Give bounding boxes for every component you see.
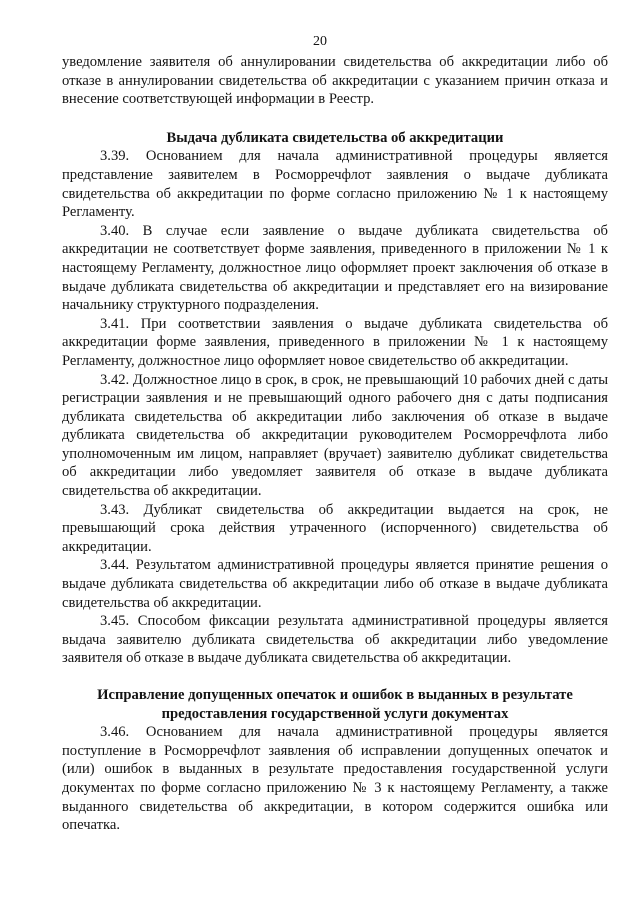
paragraph-3-40: 3.40. В случае если заявление о выдаче дубликата свидетельства об аккредитации не соответствует форме заявления, приведенного в приложении № 1 к настоящему Регламенту, должностное лицо оформляет проект заключения об отказе в выдаче дубликата свидетельства об аккредитации и представляет его на визирование начальнику структурного подразделения. xyxy=(62,222,608,314)
paragraph-3-42: 3.42. Должностное лицо в срок, в срок, не превышающий 10 рабочих дней с даты регистрации заявления и не превышающий одного рабочего дня с даты подписания дубликата свидетельства об аккредитации либо заключения об отказе в выдаче дубликата свидетельства об аккредитации руководителем Росморречфлота либо уполномоченным им лицом, направляет (вручает) заявителю дубликат свидетельства об аккредитации либо уведомляет заявителя об отказе в выдаче дубликата свидетельства об аккредитации. xyxy=(62,371,608,500)
section-heading-corrections-line2: предоставления государственной услуги документах xyxy=(161,705,509,722)
document-body xyxy=(62,53,608,835)
page-number: 20 xyxy=(313,34,327,49)
intro-paragraph: уведомление заявителя об аннулировании свидетельства об аккредитации либо об отказе в аннулировании свидетельства об аккредитации с указанием причин отказа и внесение соответствующей информации в Реестр. xyxy=(62,54,608,108)
spacer xyxy=(62,668,608,686)
section-heading-corrections-line1: Исправление допущенных опечаток и ошибок в выданных в результате xyxy=(97,687,573,703)
paragraph-3-43: 3.43. Дубликат свидетельства об аккредитации выдается на срок, не превышающий срока действия утраченного (испорченного) свидетельства об аккредитации. xyxy=(62,501,608,555)
section-heading-duplicate: Выдача дубликата свидетельства об аккредитации xyxy=(166,129,504,146)
spacer xyxy=(62,109,608,129)
paragraph-3-46: 3.46. Основанием для начала административной процедуры является поступление в Росморречфлот заявления об исправлении допущенных опечаток и (или) ошибок в выданных в результате предоставления государственной услуги документах по форме согласно приложению № 3 к настоящему Регламенту, а также выданного свидетельства об аккредитации, в котором содержится ошибка или опечатка. xyxy=(62,724,608,834)
paragraph-3-45: 3.45. Способом фиксации результата административной процедуры является выдача заявителю дубликата свидетельства об аккредитации либо уведомление заявителя об отказе в выдаче дубликата свидетельства об аккредитации. xyxy=(62,613,608,667)
paragraph-3-41: 3.41. При соответствии заявления о выдаче дубликата свидетельства об аккредитации форме заявления, приведенного в приложении № 1 к настоящему Регламенту, должностное лицо оформляет новое свидетельство об аккредитации. xyxy=(62,315,608,369)
paragraph-3-39: 3.39. Основанием для начала административной процедуры является представление заявителем в Росморречфлот заявления о выдаче дубликата свидетельства об аккредитации по форме согласно приложению № 1 к настоящему Регламенту. xyxy=(62,148,608,221)
paragraph-3-44: 3.44. Результатом административной процедуры является принятие решения о выдаче дубликата свидетельства об аккредитации либо об отказе в выдаче дубликата свидетельства об аккредитации. xyxy=(62,557,608,611)
